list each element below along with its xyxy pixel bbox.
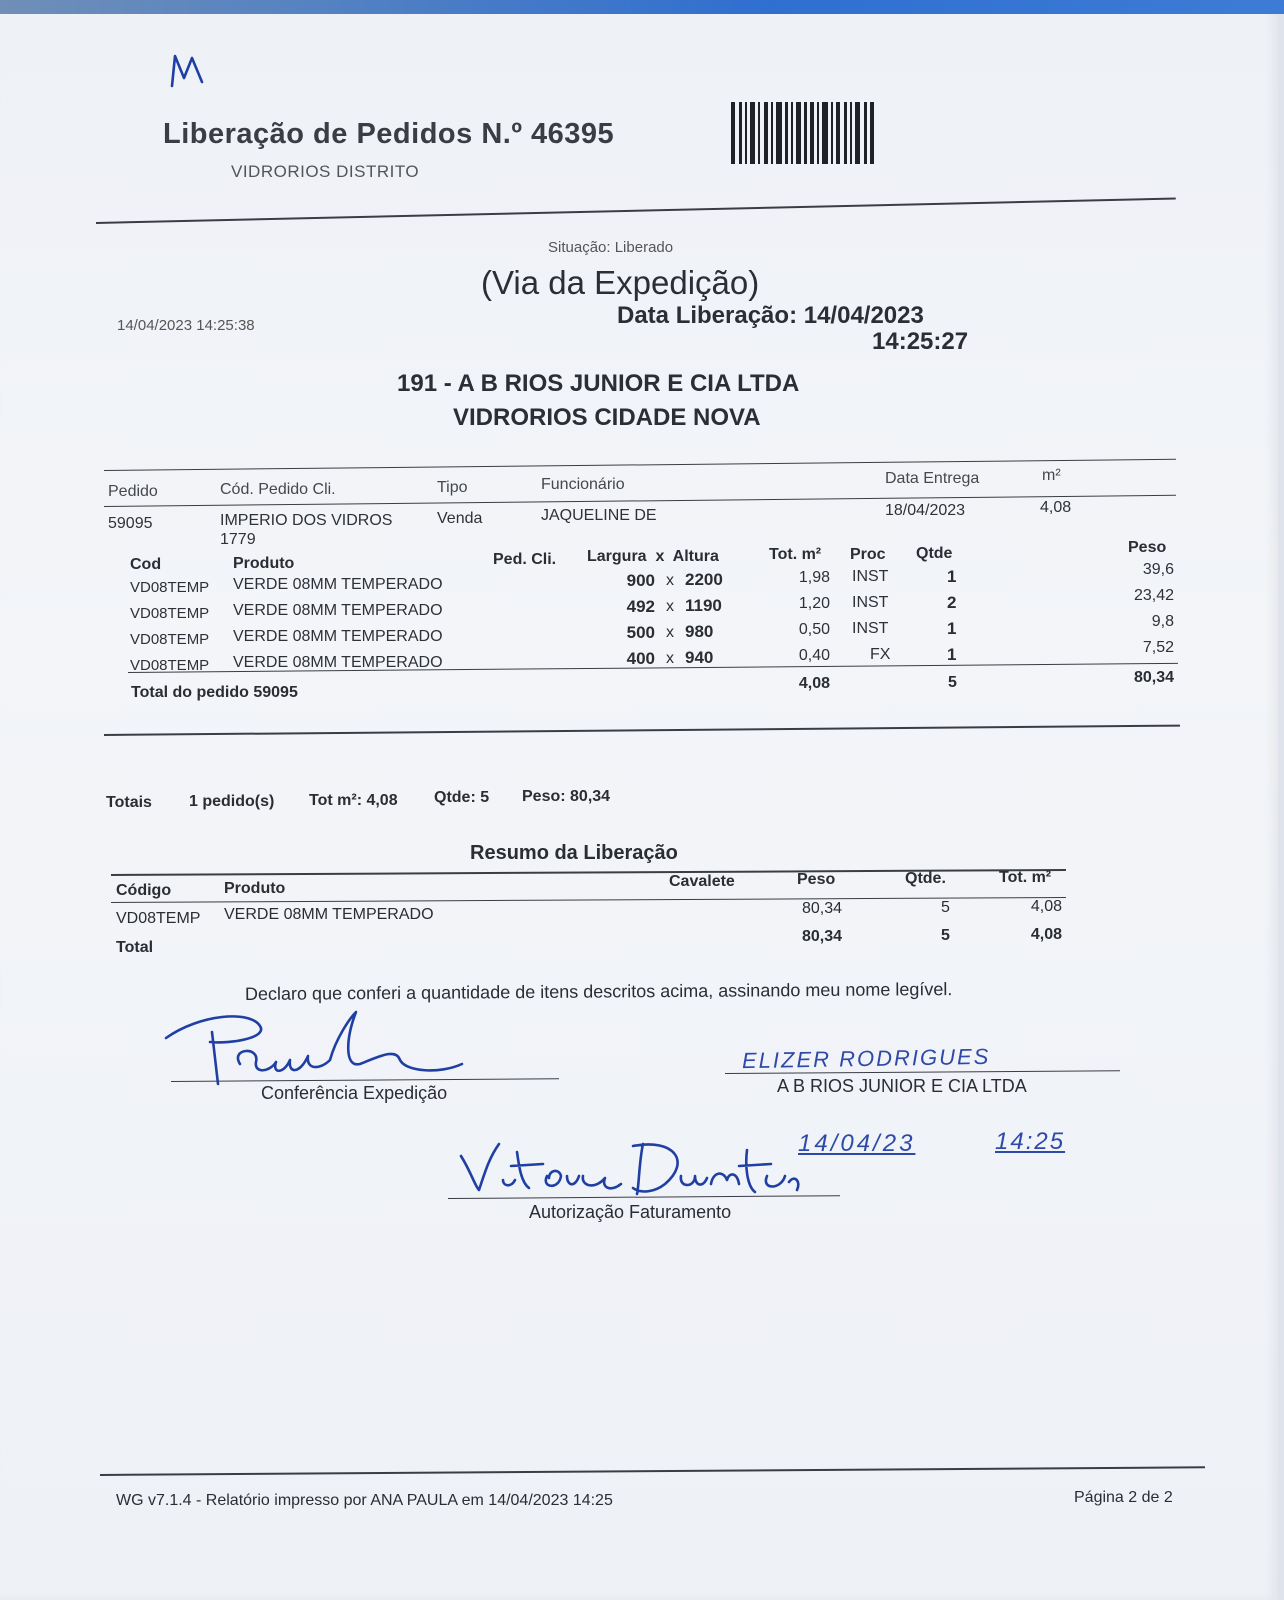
summary-row-peso: 80,34 — [801, 900, 842, 917]
item-x: x — [666, 598, 674, 615]
left-signature-label: Conferência Expedição — [261, 1083, 448, 1103]
item-cod: VD08TEMP — [130, 657, 210, 674]
summary-col-produto: Produto — [224, 880, 286, 897]
summary-total-peso: 80,34 — [801, 928, 842, 945]
customer-name: 191 - A B RIOS JUNIOR E CIA LTDA — [397, 370, 800, 397]
item-largura: 500 — [626, 623, 655, 642]
summary-col-peso: Peso — [797, 871, 836, 888]
order-total-label: Total do pedido 59095 — [131, 684, 298, 701]
order-m2: 4,08 — [1040, 499, 1072, 516]
status-text: Situação: Liberado — [548, 239, 674, 256]
handwritten-time: 14:25 — [995, 1128, 1066, 1155]
bottom-signature-label: Autorização Faturamento — [529, 1202, 732, 1222]
col-data-entrega: Data Entrega — [885, 470, 980, 487]
item-tot-m2: 0,40 — [798, 647, 830, 664]
item-produto: VERDE 08MM TEMPERADO — [233, 576, 443, 593]
summary-row-produto: VERDE 08MM TEMPERADO — [224, 906, 434, 923]
header-rule — [96, 197, 1176, 224]
col-cod-pedido-cli: Cód. Pedido Cli. — [220, 481, 336, 498]
item-proc: INST — [852, 594, 889, 611]
item-tot-m2: 1,98 — [798, 569, 830, 586]
item-qtde: 1 — [947, 645, 957, 664]
order-delivery-date: 18/04/2023 — [885, 502, 966, 519]
declaration-text: Declaro que conferi a quantidade de itens descritos acima, assinando meu nome legível. — [244, 979, 953, 1004]
item-peso: 39,6 — [1142, 561, 1174, 578]
summary-col-tot-m2: Tot. m² — [999, 869, 1052, 886]
customer-store: VIDRORIOS CIDADE NOVA — [453, 404, 761, 431]
release-date: Data Liberação: 14/04/2023 — [617, 302, 924, 329]
handwritten-name: ELIZER RODRIGUES — [741, 1043, 991, 1074]
item-altura: 940 — [685, 648, 714, 667]
items-col-proc: Proc — [850, 546, 886, 563]
order-table-top-rule — [104, 459, 1176, 471]
item-largura: 492 — [626, 597, 655, 616]
print-timestamp: 14/04/2023 14:25:38 — [117, 317, 255, 334]
handwritten-date: 14/04/23 — [798, 1130, 916, 1157]
order-total-m2: 4,08 — [798, 675, 830, 692]
item-cod: VD08TEMP — [130, 631, 210, 648]
summary-total-qtde: 5 — [941, 927, 950, 944]
summary-total-tot-m2: 4,08 — [1030, 926, 1062, 943]
item-proc: FX — [870, 646, 891, 663]
page-number: Página 2 de 2 — [1074, 1489, 1173, 1506]
totals-orders: 1 pedido(s) — [189, 793, 275, 810]
col-funcionario: Funcionário — [541, 476, 625, 493]
items-col-peso: Peso — [1128, 539, 1167, 556]
handwritten-mark-m — [166, 48, 210, 92]
item-largura: 400 — [626, 649, 655, 668]
summary-title: Resumo da Liberação — [470, 842, 678, 864]
item-peso: 7,52 — [1142, 639, 1174, 656]
item-qtde: 2 — [947, 593, 957, 612]
item-x: x — [666, 650, 674, 667]
item-x: x — [666, 624, 674, 641]
summary-row-tot-m2: 4,08 — [1030, 898, 1062, 915]
item-tot-m2: 1,20 — [798, 595, 830, 612]
summary-row-codigo: VD08TEMP — [116, 910, 201, 927]
item-qtde: 1 — [947, 567, 957, 586]
barcode — [731, 102, 921, 164]
item-x: x — [666, 572, 674, 589]
item-produto: VERDE 08MM TEMPERADO — [233, 654, 443, 671]
footer-print-info: WG v7.1.4 - Relatório impresso por ANA PAULA em 14/04/2023 14:25 — [116, 1492, 613, 1509]
totals-peso: Peso: 80,34 — [522, 788, 611, 805]
item-tot-m2: 0,50 — [798, 621, 830, 638]
order-number: 59095 — [108, 515, 153, 532]
totals-m2: Tot m²: 4,08 — [309, 792, 398, 809]
top-edge-band — [0, 0, 1284, 14]
copy-type: (Via da Expedição) — [481, 264, 760, 301]
item-peso: 9,8 — [1151, 613, 1174, 630]
order-type: Venda — [437, 510, 483, 527]
company-name: VIDRORIOS DISTRITO — [231, 162, 420, 181]
items-col-qtde: Qtde — [916, 545, 953, 562]
right-signature-label: A B RIOS JUNIOR E CIA LTDA — [777, 1076, 1027, 1096]
item-cod: VD08TEMP — [130, 579, 210, 596]
totals-qtde: Qtde: 5 — [434, 789, 490, 806]
item-produto: VERDE 08MM TEMPERADO — [233, 602, 443, 619]
item-altura: 2200 — [685, 570, 723, 589]
signature-vitoria-dantas — [455, 1132, 805, 1204]
item-peso: 23,42 — [1133, 587, 1174, 604]
footer-rule — [100, 1466, 1205, 1476]
col-m2: m² — [1042, 467, 1061, 484]
item-proc: INST — [852, 620, 889, 637]
items-col-cod: Cod — [130, 556, 162, 573]
summary-col-qtde: Qtde. — [905, 870, 946, 887]
col-tipo: Tipo — [437, 479, 468, 496]
release-time: 14:25:27 — [872, 328, 969, 355]
summary-col-codigo: Código — [116, 882, 172, 899]
order-employee: JAQUELINE DE — [541, 507, 657, 524]
document-title: Liberação de Pedidos N.º 46395 — [163, 118, 615, 150]
items-col-dimensions: Largura x Altura — [587, 548, 719, 565]
order-client-code: IMPERIO DOS VIDROS — [220, 512, 393, 529]
item-altura: 1190 — [685, 596, 722, 615]
order-client-code-2: 1779 — [220, 531, 256, 548]
order-total-peso: 80,34 — [1133, 669, 1174, 686]
item-largura: 900 — [626, 571, 655, 590]
item-qtde: 1 — [947, 619, 957, 638]
item-proc: INST — [852, 568, 889, 585]
summary-col-cavalete: Cavalete — [669, 873, 735, 890]
item-altura: 980 — [685, 622, 714, 641]
summary-row-qtde: 5 — [941, 899, 950, 916]
items-col-produto: Produto — [233, 555, 295, 572]
col-pedido: Pedido — [108, 483, 158, 500]
signature-paulo — [160, 1008, 480, 1088]
item-cod: VD08TEMP — [130, 605, 210, 622]
order-total-qtde: 5 — [948, 674, 957, 691]
item-produto: VERDE 08MM TEMPERADO — [233, 628, 443, 645]
totals-label: Totais — [106, 794, 152, 811]
items-col-tot-m2: Tot. m² — [769, 546, 822, 563]
items-col-ped-cli: Ped. Cli. — [493, 551, 557, 568]
summary-total-label: Total — [116, 939, 154, 956]
order-section-end-rule — [104, 725, 1180, 736]
